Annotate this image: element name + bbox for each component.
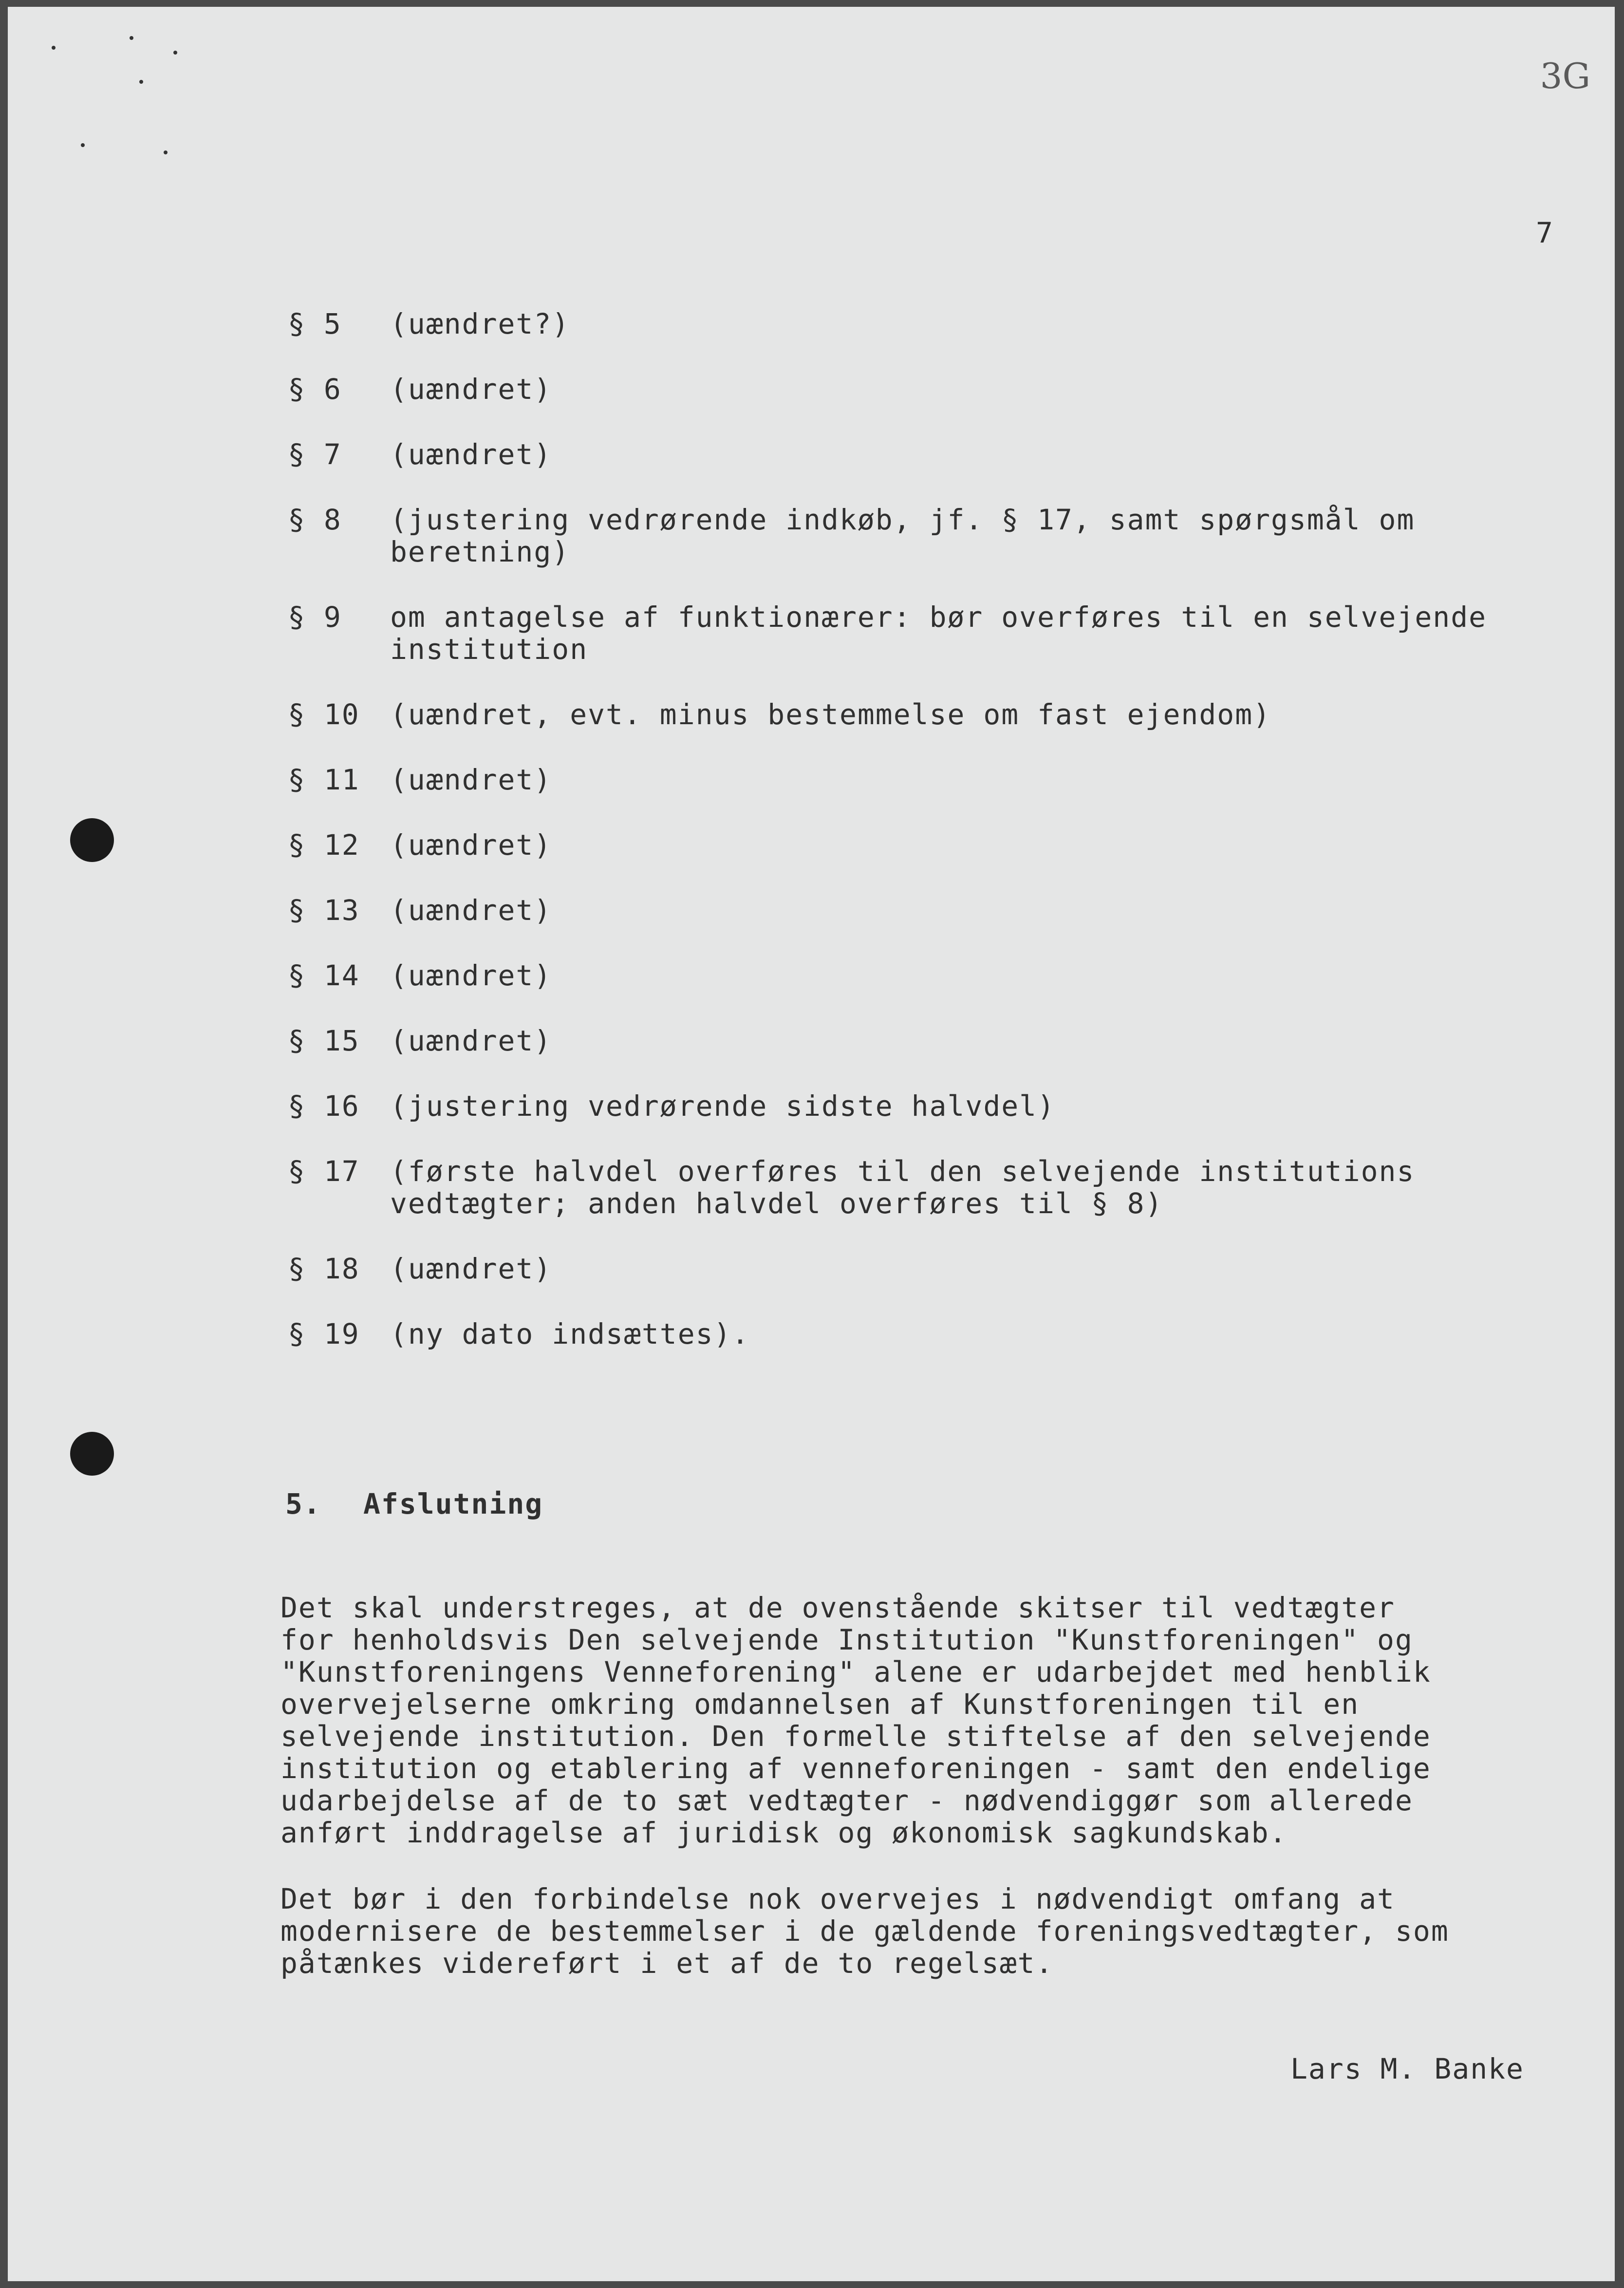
item-text: (uændret): [390, 438, 552, 471]
item-number: § 7: [288, 438, 342, 471]
item-text: (første halvdel overføres til den selvejende institutions vedtægter; anden halvdel overføres til § 8): [390, 1155, 1415, 1220]
body-paragraph: Det bør i den forbindelse nok overvejes i nødvendigt omfang at modernisere de bestemmelser i de gældende foreningsvedtægter, som påtænkes videreført i et af de to regelsæt.: [280, 1882, 1449, 1980]
signature: Lars M. Banke: [1290, 2052, 1524, 2085]
item-text: (ny dato indsættes).: [390, 1317, 750, 1350]
list-item: [288, 1155, 1593, 1219]
page-number: 7: [1536, 216, 1553, 249]
speck: [164, 150, 168, 154]
list-item: [288, 764, 1593, 796]
list-item: [288, 438, 1593, 470]
item-number: § 16: [288, 1089, 360, 1123]
document-page: [8, 7, 1615, 2281]
list-item: [288, 601, 1593, 665]
item-text: (uændret, evt. minus bestemmelse om fast ejendom): [390, 698, 1271, 731]
item-text: (uændret): [390, 828, 552, 862]
item-text: (justering vedrørende sidste halvdel): [390, 1089, 1056, 1123]
section-number: 5.: [285, 1487, 321, 1520]
item-number: § 18: [288, 1252, 360, 1285]
item-number: § 13: [288, 894, 360, 927]
item-text: (uændret): [390, 763, 552, 796]
item-number: § 12: [288, 828, 360, 862]
item-number: § 14: [288, 959, 360, 992]
list-item: [288, 959, 1593, 992]
item-text: om antagelse af funktionærer: bør overføres til en selvejende institution: [390, 600, 1487, 666]
list-item: [288, 829, 1593, 861]
list-item: [288, 1090, 1593, 1122]
item-text: (uændret?): [390, 307, 570, 340]
list-item: [288, 894, 1593, 926]
item-text: (uændret): [390, 373, 552, 406]
item-number: § 8: [288, 503, 342, 536]
speck: [130, 36, 133, 40]
item-text: (uændret): [390, 1024, 552, 1057]
item-number: § 5: [288, 307, 342, 340]
body-paragraph: Det skal understreges, at de ovenstående skitser til vedtægter for henholdsvis Den selvejende Institution "Kunstforeningen" og "Kunstforeningens Venneforening" alene er udarbejdet med henblik overvejelserne omkring omdannelsen af Kunstforeningen til en selvejende institution. Den formelle stiftelse af den selvejende institution og etablering af venneforeningen - samt den endelige udarbejdelse af de to sæt vedtægter - nødvendiggør som allerede anført inddragelse af juridisk og økonomisk sagkundskab.: [280, 1591, 1431, 1849]
item-text: (justering vedrørende indkøb, jf. § 17, samt spørgsmål om beretning): [390, 503, 1415, 568]
item-number: § 6: [288, 373, 342, 406]
handwritten-page-mark: 3G: [1540, 56, 1590, 96]
section-title: Afslutning: [363, 1487, 543, 1520]
item-number: § 19: [288, 1317, 360, 1350]
speck: [81, 143, 85, 147]
list-item: [288, 504, 1593, 568]
item-text: (uændret): [390, 1252, 552, 1285]
list-item: [288, 1318, 1593, 1350]
item-text: (uændret): [390, 894, 552, 927]
speck: [139, 80, 143, 84]
list-item: [288, 1253, 1593, 1285]
speck: [173, 51, 177, 55]
section-heading: [285, 1487, 543, 1520]
list-item: [288, 698, 1593, 731]
item-number: § 17: [288, 1155, 360, 1188]
list-item: [288, 308, 1593, 340]
item-number: § 15: [288, 1024, 360, 1057]
speck: [52, 46, 56, 50]
paragraph-list: [288, 308, 1593, 1383]
item-number: § 9: [288, 600, 342, 634]
item-number: § 10: [288, 698, 360, 731]
punch-hole: [70, 818, 114, 862]
list-item: [288, 1025, 1593, 1057]
item-text: (uændret): [390, 959, 552, 992]
punch-hole: [70, 1432, 114, 1476]
item-number: § 11: [288, 763, 360, 796]
list-item: [288, 373, 1593, 405]
